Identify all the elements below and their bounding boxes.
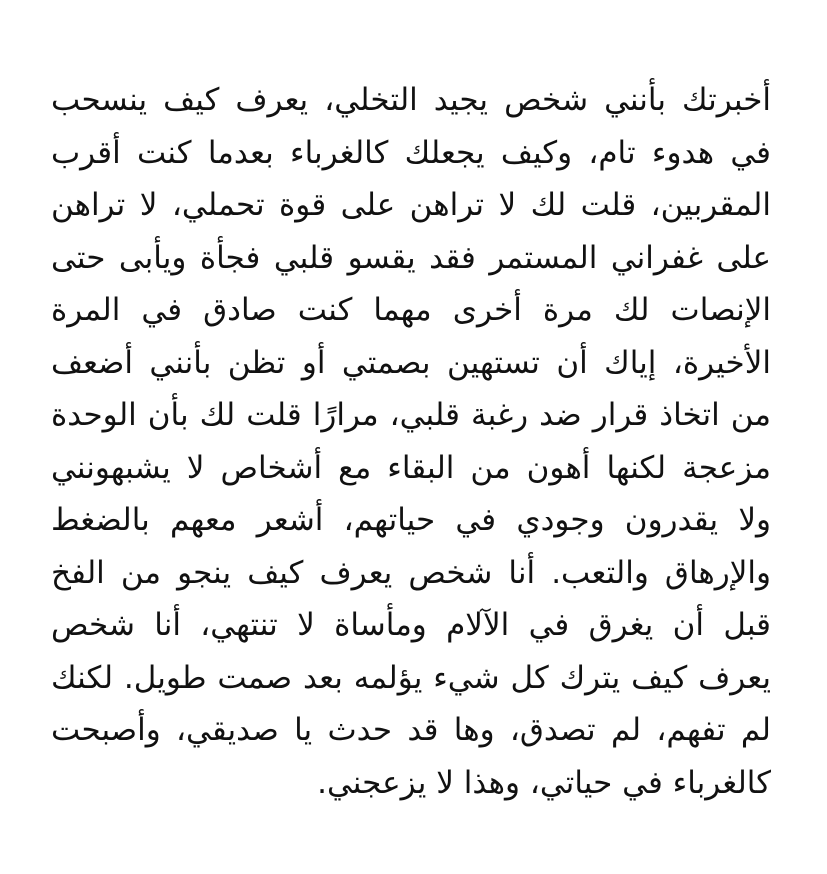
text-line-8: مزعجة لكنها أهون من البقاء مع أشخاص لا يشبهونني (51, 449, 771, 486)
text-line-13: لم تفهم، لم تصدق، وها قد حدث يا صديقي، وأصبحت (51, 712, 771, 748)
text-line-5: الإنصات لك مرة أخرى مهما كنت صادق في المرة (51, 292, 771, 328)
text-line-2: في هدوء تام، وكيف يجعلك كالغرباء بعدما كنت أقرب (51, 134, 771, 171)
text-line-10: والإرهاق والتعب. أنا شخص يعرف كيف ينجو من الفخ (51, 554, 771, 591)
arabic-text-paragraph (51, 74, 771, 809)
text-line-14: كالغرباء في حياتي، وهذا لا يزعجني. (317, 764, 771, 801)
text-line-3: المقربين، قلت لك لا تراهن على قوة تحملي، لا تراهن (51, 187, 771, 223)
text-line-12: يعرف كيف يترك كل شيء يؤلمه بعد صمت طويل. لكنك (51, 659, 771, 696)
text-line-4: على غفراني المستمر فقد يقسو قلبي فجأة ويأبى حتى (51, 239, 771, 276)
text-line-6: الأخيرة، إياك أن تستهين بصمتي أو تظن بأنني أضعف (51, 344, 771, 381)
text-line-11: قبل أن يغرق في الآلام ومأساة لا تنتهي، أنا شخص (51, 607, 771, 643)
text-line-1: أخبرتك بأنني شخص يجيد التخلي، يعرف كيف ينسحب (51, 82, 771, 118)
text-line-7: من اتخاذ قرار ضد رغبة قلبي، مرارًا قلت لك بأن الوحدة (51, 397, 771, 433)
text-line-9: ولا يقدرون وجودي في حياتهم، أشعر معهم بالضغط (51, 502, 771, 538)
